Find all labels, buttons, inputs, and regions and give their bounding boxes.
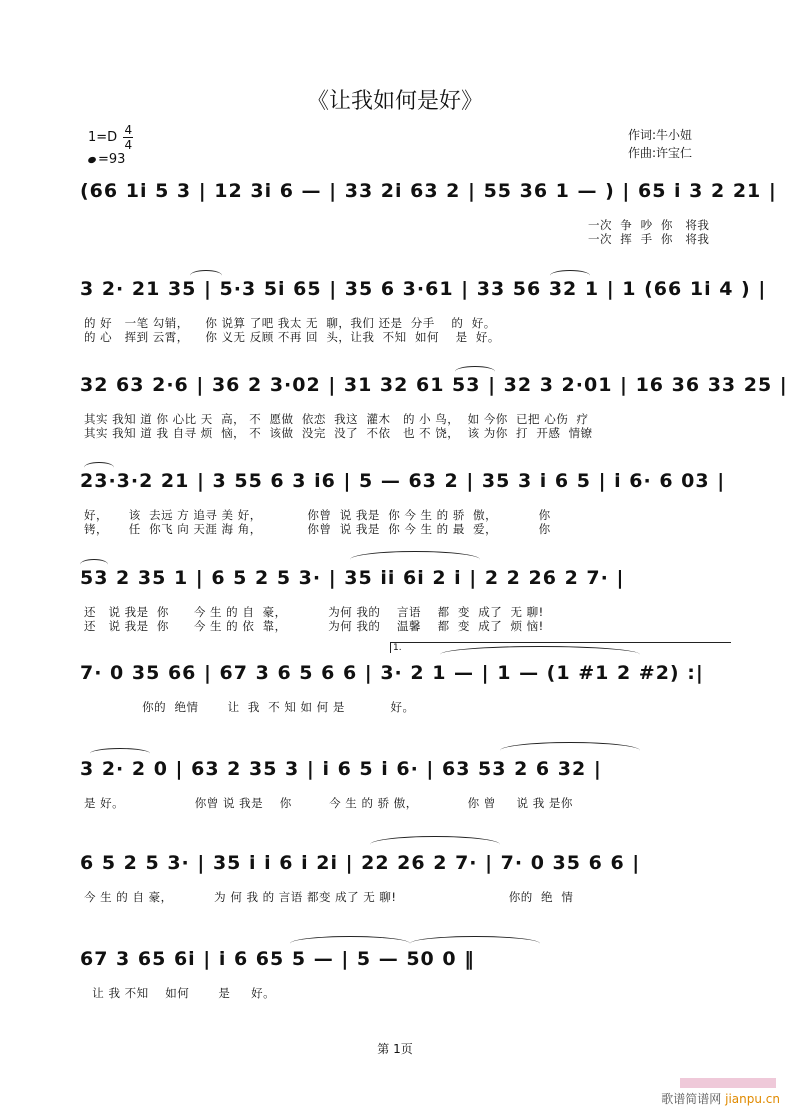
- lyric-line-1: 让 我 不知 如何 是 好。: [84, 986, 276, 1000]
- notes: 7· 0 35 66 | 67 3 6 5 6 6 | 3· 2 1 — | 1 — (1 #1 2 #2) :|: [80, 662, 704, 684]
- volta-bracket: 1.: [390, 642, 731, 653]
- score-system-6: [80, 643, 730, 734]
- time-signature: [123, 124, 133, 151]
- watermark-site[interactable]: 歌谱简谱网: [661, 1092, 722, 1106]
- lyric-line-1: 的 好 一笔 勾销， 你 说算 了吧 我太 无 聊，我们 还是 分手 的 好。: [84, 316, 496, 330]
- staff-line: [80, 946, 730, 978]
- score-system-2: [80, 276, 767, 350]
- lyric-line-2: 一次 挥 手 你 将我: [588, 232, 710, 246]
- score-system-7: [80, 756, 730, 830]
- credits: [628, 126, 692, 162]
- staff-line: [80, 565, 730, 597]
- notes: 67 3 65 6i | i 6 65 5 — | 5 — 50 0 ‖: [80, 948, 475, 970]
- lyric-line-1: 好， 该 去远 方 追寻 美 好， 你曾 说 我是 你 今 生 的 骄 傲， 你: [84, 508, 551, 522]
- lyric-line-1: 其实 我知 道 你 心比 天 高， 不 愿做 依恋 我这 灌木 的 小 鸟， 如 今你 已把 心伤 疗: [84, 412, 589, 426]
- score-system-9: [80, 946, 730, 1020]
- score-system-4: [80, 468, 730, 542]
- staff-line: [80, 276, 767, 308]
- lyric-line-1: 还 说 我是 你 今 生 的 自 豪， 为何 我的 言语 都 变 成了 无 聊!: [84, 605, 544, 619]
- key-signature: [88, 124, 133, 151]
- lyric-line-2: 的 心 挥到 云霄， 你 义无 反顾 不再 回 头，让我 不知 如何 是 好。: [84, 330, 500, 344]
- staff-line: [80, 468, 730, 500]
- notes: 3 2· 21 35 | 5·3 5i 65 | 35 6 3·61 | 33 56 32 1 | 1 (66 1i 4 ) |: [80, 278, 767, 300]
- composer: 作曲:许宝仁: [628, 146, 693, 160]
- lyric-line-2: 还 说 我是 你 今 生 的 依 靠， 为何 我的 温馨 都 变 成了 烦 恼!: [84, 619, 544, 633]
- notes: 3 2· 2 0 | 63 2 35 3 | i 6 5 i 6· | 63 53 2 6 32 |: [80, 758, 602, 780]
- staff-line: [80, 660, 730, 692]
- staff-line: [80, 178, 777, 210]
- staff-line: [80, 850, 730, 882]
- time-top: 4: [124, 123, 133, 137]
- watermark[interactable]: [661, 1090, 780, 1107]
- score-system-3: [80, 372, 788, 446]
- staff-line: [80, 372, 788, 404]
- notes: (66 1i 5 3 | 12 3i 6 — | 33 2i 63 2 | 55 36 1 — ) | 65 i 3 2 21 |: [80, 180, 777, 202]
- watermark-url[interactable]: jianpu.cn: [725, 1092, 780, 1106]
- score-system-5: [80, 565, 730, 639]
- notes: 32 63 2·6 | 36 2 3·02 | 31 32 61 53 | 32 3 2·01 | 16 36 33 25 |: [80, 374, 788, 396]
- time-bottom: 4: [124, 138, 133, 152]
- song-title: 《让我如何是好》: [306, 89, 483, 114]
- notes: 6 5 2 5 3· | 35 i i 6 i 2i | 22 26 2 7· | 7· 0 35 6 6 |: [80, 852, 641, 874]
- notes: 53 2 35 1 | 6 5 2 5 3· | 35 ii 6i 2 i | 2 2 26 2 7· |: [80, 567, 625, 589]
- lyric-line-2: 其实 我知 道 我 自寻 烦 恼， 不 该做 没完 没了 不依 也 不 饶， 该 为你 打 开感 情镣: [84, 426, 593, 440]
- lyricist: 作词:牛小妞: [628, 128, 693, 142]
- notes: 23·3·2 21 | 3 55 6 3 i6 | 5 — 63 2 | 35 3 i 6 5 | i 6· 6 03 |: [80, 470, 726, 492]
- key-label: 1=D: [88, 130, 118, 145]
- lyric-line-1: 是 好。 你曾 说 我是 你 今 生 的 骄 傲， 你 曾 说 我 是你: [84, 796, 573, 810]
- lyric-line-2: 铐， 任 你飞 向 天涯 海 角， 你曾 说 我是 你 今 生 的 最 爱， 你: [84, 522, 551, 536]
- watermark-logo: [680, 1078, 776, 1088]
- lyric-line-1: 一次 争 吵 你 将我: [588, 218, 710, 232]
- staff-line: [80, 756, 730, 788]
- quarter-note-icon: [87, 156, 97, 164]
- tempo-marking: [88, 152, 125, 167]
- lyric-line-1: 你的 绝情 让 我 不 知 如 何 是 好。: [84, 700, 415, 714]
- tempo-value: =93: [98, 152, 126, 167]
- score-system-8: [80, 850, 730, 924]
- page-number: 第 1页: [377, 1042, 413, 1056]
- lyric-line-1: 今 生 的 自 豪， 为 何 我 的 言语 都变 成了 无 聊! 你的 绝 情: [84, 890, 574, 904]
- score-system-1: [80, 178, 777, 252]
